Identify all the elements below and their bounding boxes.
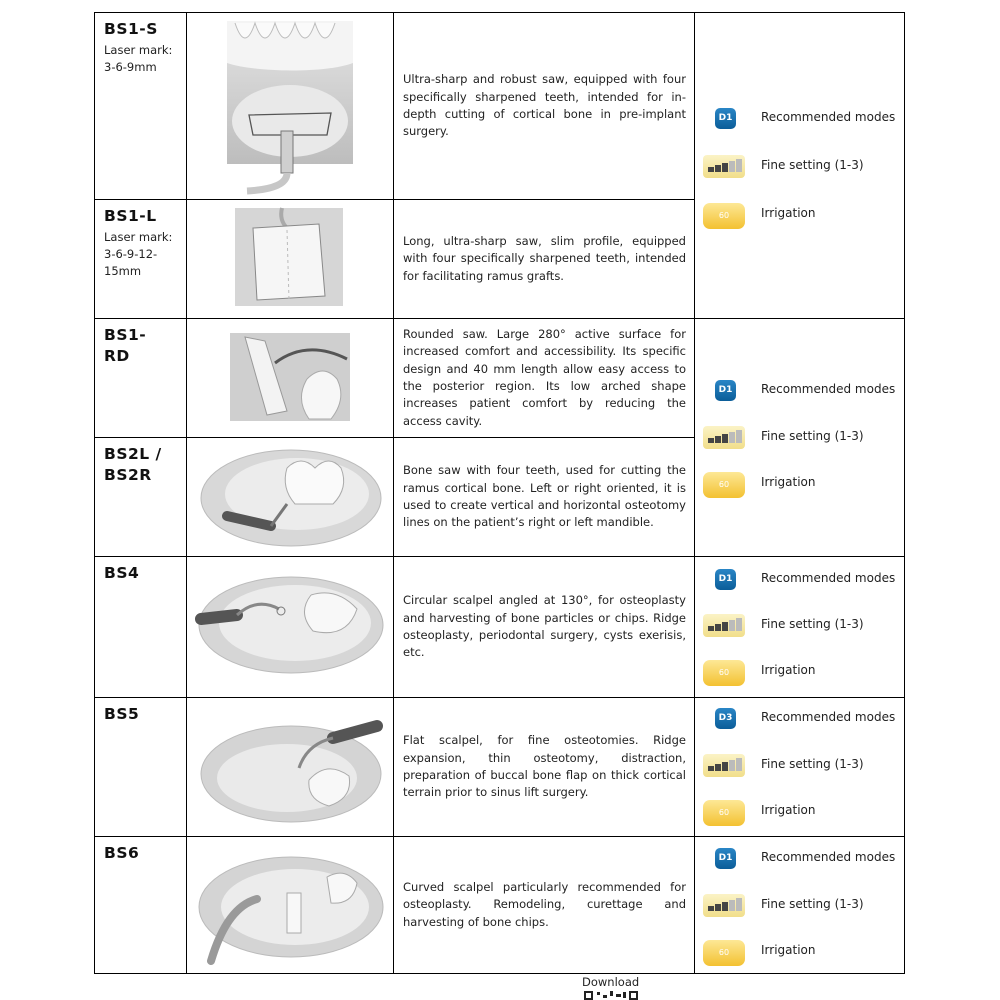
irrigation-icon: 60 (703, 660, 745, 686)
instrument-name-cell (95, 438, 187, 556)
instrument-table (94, 12, 905, 974)
instrument-description-cell (394, 698, 695, 836)
instrument-illustration (187, 319, 394, 437)
instrument-description: Rounded saw. Large 280° active surface for increased comfort and accessibility. Its specific design and 40 mm length allow easy access to the posterior region. Its low arched shape increases patient comfort by reducing the access cavity. (403, 327, 686, 428)
mode-badge-icon: D1 (715, 380, 736, 401)
instrument-code: BS5 (104, 705, 140, 723)
fine-setting-icon (703, 894, 745, 917)
irrigation-row (703, 472, 903, 498)
mode-badge-icon: D1 (715, 848, 736, 869)
instrument-code: BS6 (104, 844, 140, 862)
recommended-modes-label: Recommended modes (761, 110, 896, 124)
instrument-name-cell (95, 698, 187, 836)
mode-badge-icon: D3 (715, 708, 736, 729)
instrument-code: BS2L / BS2R (104, 445, 162, 484)
instrument-code: BS1-S (104, 20, 158, 38)
instrument-name-cell (95, 13, 187, 199)
instrument-illustration (187, 837, 394, 973)
instrument-description-cell (394, 837, 695, 973)
bs6-illustration (187, 837, 394, 973)
irrigation-icon: 60 (703, 800, 745, 826)
instrument-code: BS1-L (104, 207, 157, 225)
instrument-description: Long, ultra-sharp saw, slim profile, equipped with four specifically sharpened teeth, intended for facilitating ramus grafts. (403, 234, 686, 283)
bs2-illustration (187, 438, 394, 556)
qr-code-icon[interactable] (584, 991, 638, 1000)
bs1-s-illustration (187, 13, 394, 199)
recommended-modes-label: Recommended modes (761, 382, 896, 396)
recommended-modes-label: Recommended modes (761, 850, 896, 864)
instrument-name-cell (95, 837, 187, 973)
recommended-modes-row (703, 567, 903, 593)
mode-group (695, 698, 904, 836)
instrument-name-cell (95, 557, 187, 697)
irrigation-row (703, 940, 903, 966)
recommended-modes-label: Recommended modes (761, 571, 896, 585)
fine-setting-row (703, 613, 903, 639)
laser-mark-label: Laser mark: (104, 43, 173, 57)
irrigation-label: Irrigation (761, 943, 816, 957)
instrument-illustration (187, 438, 394, 556)
mode-group (695, 557, 904, 697)
recommended-modes-row (703, 706, 903, 732)
laser-mark-label: Laser mark: (104, 230, 173, 244)
laser-mark-value: 3-6-9-12- 15mm (104, 247, 158, 278)
recommended-modes-row (703, 378, 903, 404)
instrument-description-cell (394, 13, 695, 199)
fine-setting-icon (703, 155, 745, 178)
irrigation-row (703, 800, 903, 826)
bs5-illustration (187, 698, 394, 836)
fine-setting-row (703, 893, 903, 919)
fine-setting-label: Fine setting (1-3) (761, 897, 864, 911)
instrument-description-cell (394, 200, 695, 318)
instrument-description: Curved scalpel particularly recommended for osteoplasty. Remodeling, curettage and harvesting of bone chips. (403, 880, 686, 929)
bs1-rd-illustration (187, 319, 394, 437)
instrument-description: Flat scalpel, for fine osteotomies. Ridge expansion, thin osteotomy, distraction, preparation of buccal bone flap on thick cortical terrain prior to sinus lift surgery. (403, 733, 686, 800)
recommended-modes-row (703, 106, 903, 132)
recommended-modes-row (703, 846, 903, 872)
fine-setting-label: Fine setting (1-3) (761, 617, 864, 631)
laser-mark-value: 3-6-9mm (104, 60, 157, 74)
fine-setting-icon (703, 614, 745, 637)
instrument-description: Ultra-sharp and robust saw, equipped with four specifically sharpened teeth, intended for in-depth cutting of cortical bone in pre-implant surgery. (403, 72, 686, 139)
irrigation-icon: 60 (703, 940, 745, 966)
mode-group (695, 13, 904, 318)
bs4-illustration (187, 557, 394, 697)
fine-setting-row (703, 154, 903, 180)
mode-group (695, 319, 904, 556)
instrument-code: BS4 (104, 564, 140, 582)
mode-group (695, 837, 904, 973)
instrument-illustration (187, 200, 394, 318)
download-link[interactable]: Download (582, 975, 640, 989)
instrument-description-cell (394, 557, 695, 697)
irrigation-row (703, 203, 903, 229)
instrument-description-cell (394, 319, 695, 437)
instrument-name-cell (95, 319, 187, 437)
irrigation-label: Irrigation (761, 803, 816, 817)
irrigation-label: Irrigation (761, 475, 816, 489)
instrument-illustration (187, 557, 394, 697)
bs1-l-illustration (187, 200, 394, 318)
instrument-name-cell (95, 200, 187, 318)
fine-setting-row (703, 425, 903, 451)
fine-setting-label: Fine setting (1-3) (761, 757, 864, 771)
instrument-description-cell (394, 438, 695, 556)
recommended-modes-label: Recommended modes (761, 710, 896, 724)
irrigation-icon: 60 (703, 203, 745, 229)
fine-setting-label: Fine setting (1-3) (761, 429, 864, 443)
irrigation-row (703, 660, 903, 686)
mode-badge-icon: D1 (715, 108, 736, 129)
mode-badge-icon: D1 (715, 569, 736, 590)
irrigation-label: Irrigation (761, 206, 816, 220)
instrument-description: Bone saw with four teeth, used for cutting the ramus cortical bone. Left or right oriented, it is used to create vertical and horizontal osteotomy lines on the patient’s right or left mandible. (403, 463, 686, 530)
fine-setting-row (703, 753, 903, 779)
instrument-illustration (187, 13, 394, 199)
instrument-code: BS1- RD (104, 326, 147, 365)
fine-setting-icon (703, 426, 745, 449)
irrigation-icon: 60 (703, 472, 745, 498)
instrument-illustration (187, 698, 394, 836)
fine-setting-label: Fine setting (1-3) (761, 158, 864, 172)
fine-setting-icon (703, 754, 745, 777)
irrigation-label: Irrigation (761, 663, 816, 677)
instrument-description: Circular scalpel angled at 130°, for osteoplasty and harvesting of bone particles or chips. Ridge osteoplasty, periodontal surgery, cysts exerisis, etc. (403, 593, 686, 660)
